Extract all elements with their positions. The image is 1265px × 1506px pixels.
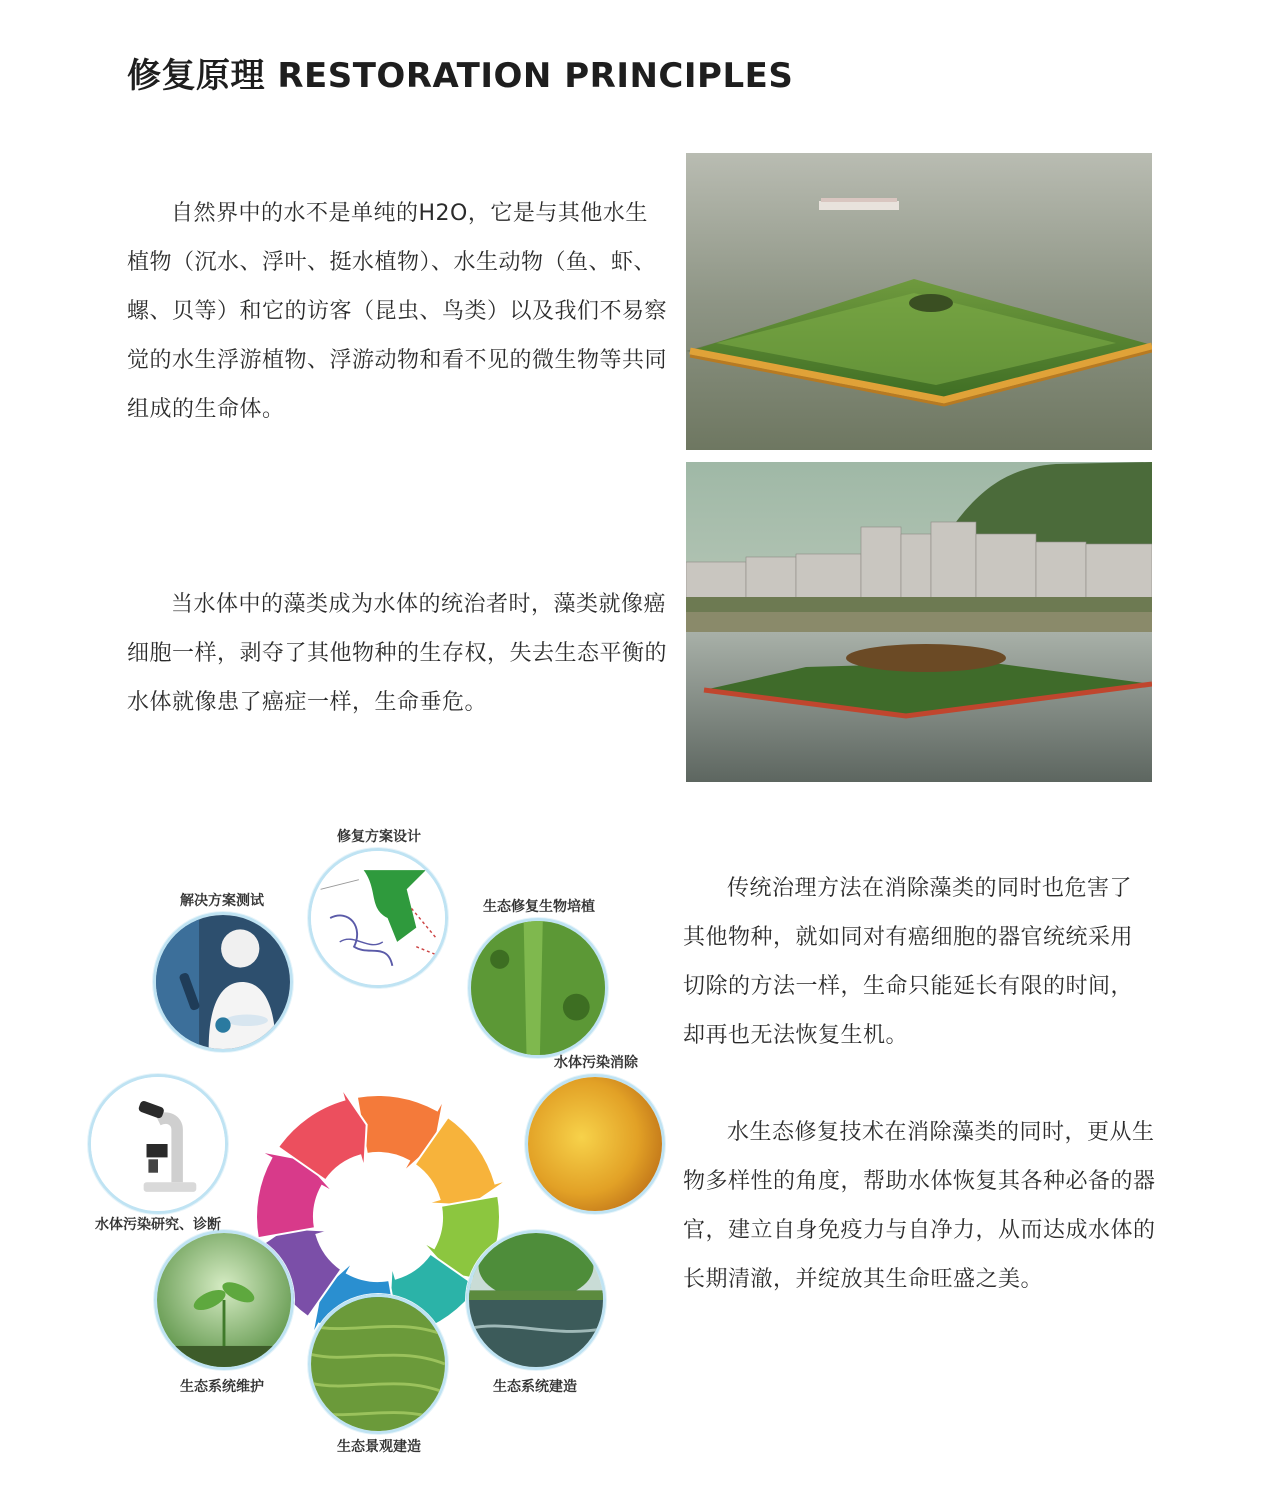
map-thumbnail (308, 848, 448, 988)
river-trees-thumbnail (466, 1230, 606, 1370)
step-label-pollution-removal: 水体污染消除 (554, 1055, 638, 1071)
traditional-method-paragraph: 传统治理方法在消除藻类的同时也危害了其他物种，就如同对有癌细胞的器官统统采用切除的方法一样，生命只能延长有限的时间，却再也无法恢复生机。 (683, 876, 1134, 1048)
intro-paragraph: 自然界中的水不是单纯的H2O，它是与其他水生植物（沉水、浮叶、挺水植物）、水生动物（鱼、虾、螺、贝等）和它的访客（昆虫、鸟类）以及我们不易察觉的水生浮游植物、浮游动物和看不见的微生物等共同组成的生命体。 (127, 201, 668, 422)
step-label-testing: 解决方案测试 (180, 893, 264, 909)
grass-thumbnail (308, 1294, 448, 1434)
floating-wetland-city-photo (686, 462, 1152, 782)
microscope-thumbnail (88, 1074, 228, 1214)
algae-paragraph: 当水体中的藻类成为水体的统治者时，藻类就像癌细胞一样，剥夺了其他物种的生存权，失去生态平衡的水体就像患了癌症一样，生命垂危。 (127, 592, 668, 715)
green-cultivation-thumbnail (468, 918, 608, 1058)
step-label-landscape: 生态景观建造 (337, 1439, 421, 1455)
step-label-ecosystem-build: 生态系统建造 (493, 1379, 577, 1395)
page-title: 修复原理 RESTORATION PRINCIPLES (127, 56, 794, 96)
restoration-tech-paragraph: 水生态修复技术在消除藻类的同时，更从生物多样性的角度，帮助水体恢复其各种必备的器官，建立自身免疫力与自净力，从而达成水体的长期清澈，并绽放其生命旺盛之美。 (683, 1120, 1156, 1292)
amber-water-thumbnail (525, 1074, 665, 1214)
floating-wetland-island-photo (686, 153, 1152, 450)
restoration-cycle-diagram (70, 812, 680, 1462)
step-label-maintenance: 生态系统维护 (180, 1379, 264, 1395)
step-label-cultivation: 生态修复生物培植 (483, 899, 595, 915)
step-label-research: 水体污染研究、诊断 (95, 1217, 221, 1233)
lab-scientist-thumbnail (153, 912, 293, 1052)
step-label-design: 修复方案设计 (337, 829, 421, 845)
seedling-thumbnail (154, 1230, 294, 1370)
